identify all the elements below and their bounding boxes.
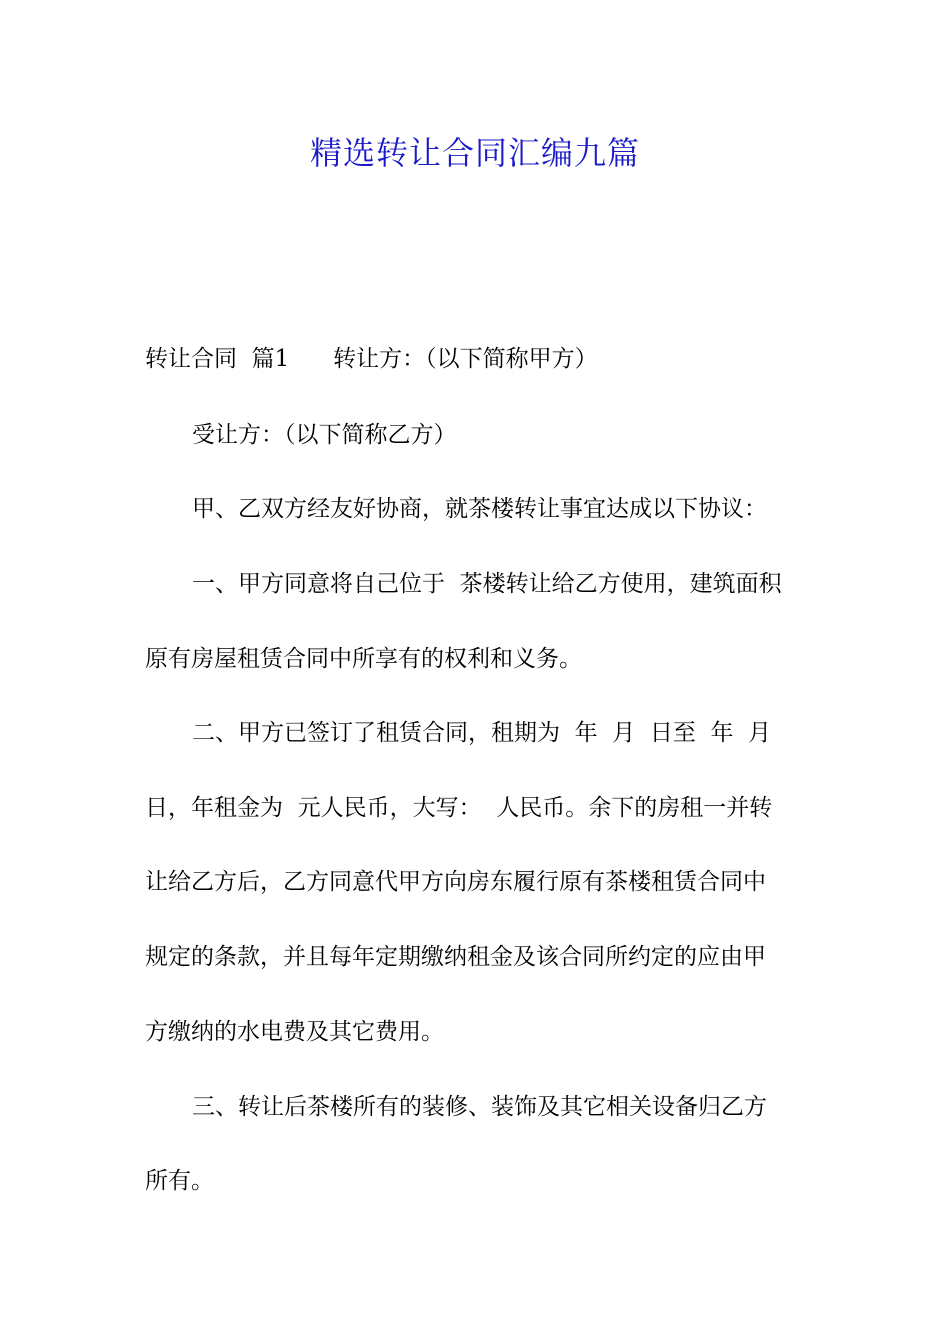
paragraph-line: 日，年租金为 元人民币，大写： 人民币。余下的房租一并转 xyxy=(145,795,773,821)
paragraph-line: 一、甲方同意将自己位于 茶楼转让给乙方使用，建筑面积 xyxy=(192,571,782,597)
paragraph-line: 方缴纳的水电费及其它费用。 xyxy=(145,1019,444,1045)
paragraph-line: 三、转让后茶楼所有的装修、装饰及其它相关设备归乙方 xyxy=(192,1094,767,1120)
paragraph-line: 二、甲方已签订了租赁合同，租期为 年 月 日至 年 月 xyxy=(192,720,772,746)
document-title: 精选转让合同汇编九篇 xyxy=(309,134,640,172)
paragraph-line: 规定的条款，并且每年定期缴纳租金及该合同所约定的应由甲 xyxy=(145,944,766,970)
paragraph-line: 让给乙方后，乙方同意代甲方向房东履行原有茶楼租赁合同中 xyxy=(145,869,766,895)
paragraph-line: 受让方：（以下简称乙方） xyxy=(192,422,457,448)
paragraph-line: 原有房屋租赁合同中所享有的权利和义务。 xyxy=(145,646,582,672)
paragraph-line: 所有。 xyxy=(145,1168,214,1194)
paragraph-line: 甲、乙双方经友好协商，就茶楼转让事宜达成以下协议： xyxy=(192,496,767,522)
section-heading-line: 转让合同 篇1 转让方：（以下简称甲方） xyxy=(145,346,598,372)
